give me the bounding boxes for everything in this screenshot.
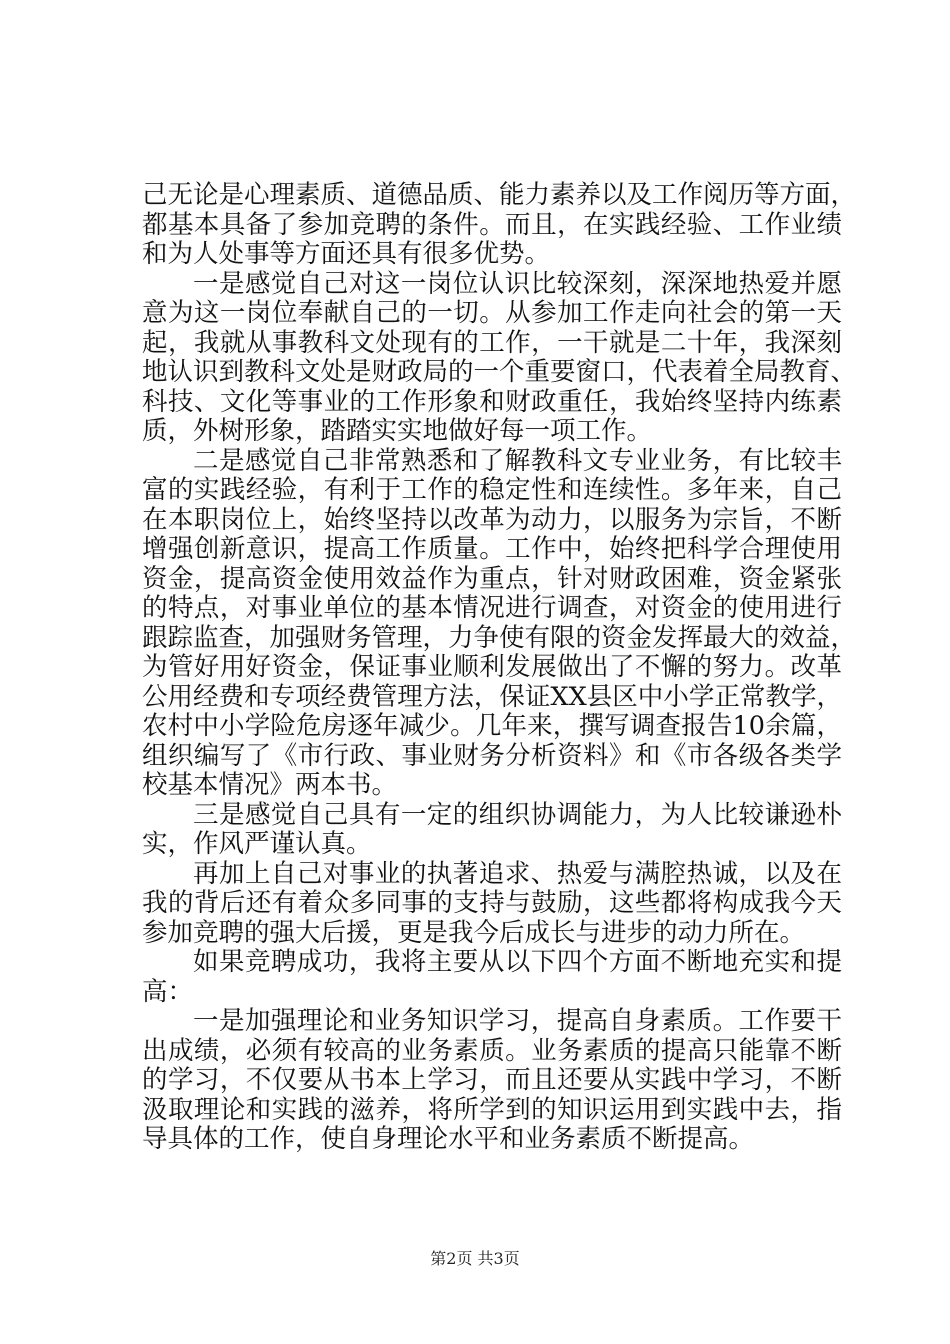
body-text-line: 高： (142, 976, 194, 1007)
body-text-line: 农村中小学险危房逐年减少。几年来，撰写调查报告10余篇， (142, 711, 842, 741)
body-text-line: 和为人处事等方面还具有很多优势。 (142, 239, 551, 269)
body-text-line: 校基本情况》两本书。 (142, 770, 398, 800)
body-text-line: 增强创新意识，提高工作质量。工作中，始终把科学合理使用 (142, 534, 842, 564)
body-text-line: 导具体的工作，使自身理论水平和业务素质不断提高。 (142, 1124, 755, 1154)
paragraph-first-line: 二是感觉自己非常熟悉和了解教科文专业业务，有比较丰 (193, 445, 842, 476)
body-text-line: 的特点，对事业单位的基本情况进行调查，对资金的使用进行 (142, 593, 842, 623)
body-text-line: 都基本具备了参加竞聘的条件。而且，在实践经验、工作业绩 (142, 209, 842, 240)
body-text-line: 跟踪监查，加强财务管理，力争使有限的资金发挥最大的效益， (142, 622, 857, 653)
paragraph-first-line: 三是感觉自己具有一定的组织协调能力，为人比较谦逊朴 (193, 799, 842, 830)
paragraph-first-line: 一是加强理论和业务知识学习，提高自身素质。工作要干 (193, 1006, 842, 1036)
body-text-line: 己无论是心理素质、道德品质、能力素养以及工作阅历等方面， (142, 180, 857, 210)
paragraph-first-line: 再加上自己对事业的执著追求、热爱与满腔热诚，以及在 (193, 858, 842, 889)
body-text-line: 组织编写了《市行政、事业财务分析资料》和《市各级各类学 (142, 740, 842, 771)
body-text-line: 参加竞聘的强大后援，更是我今后成长与进步的动力所在。 (142, 917, 806, 948)
body-text-line: 资金，提高资金使用效益作为重点，针对财政困难，资金紧张 (142, 563, 842, 594)
body-text-line: 地认识到教科文处是财政局的一个重要窗口，代表着全局教育、 (142, 357, 857, 387)
body-text-line: 汲取理论和实践的滋养，将所学到的知识运用到实践中去，指 (142, 1094, 842, 1125)
body-text-line: 在本职岗位上，始终坚持以改革为动力，以服务为宗旨，不断 (142, 504, 842, 535)
paragraph-first-line: 一是感觉自己对这一岗位认识比较深刻，深深地热爱并愿 (193, 268, 842, 299)
body-text-line: 出成绩，必须有较高的业务素质。业务素质的提高只能靠不断 (142, 1035, 842, 1066)
body-text-line: 的学习，不仅要从书本上学习，而且还要从实践中学习，不断 (142, 1065, 842, 1095)
body-text-line: 质，外树形象，踏踏实实地做好每一项工作。 (142, 416, 653, 446)
paragraph-first-line: 如果竞聘成功，我将主要从以下四个方面不断地充实和提 (193, 947, 842, 977)
body-text-line: 科技、文化等事业的工作形象和财政重任，我始终坚持内练素 (142, 386, 842, 417)
body-text-line: 起，我就从事教科文处现有的工作，一干就是二十年，我深刻 (142, 327, 842, 358)
body-text-line: 意为这一岗位奉献自己的一切。从参加工作走向社会的第一天 (142, 298, 842, 328)
body-text-line: 实，作风严谨认真。 (142, 829, 372, 859)
body-text-line: 公用经费和专项经费管理方法，保证XX县区中小学正常教学， (142, 681, 842, 712)
page-footer: 第2页 共3页 (430, 1249, 520, 1268)
body-text-line: 我的背后还有着众多同事的支持与鼓励，这些都将构成我今天 (142, 888, 842, 918)
body-text-line: 为管好用好资金，保证事业顺利发展做出了不懈的努力。改革 (142, 652, 842, 682)
body-text-line: 富的实践经验，有利于工作的稳定性和连续性。多年来，自己 (142, 475, 842, 505)
